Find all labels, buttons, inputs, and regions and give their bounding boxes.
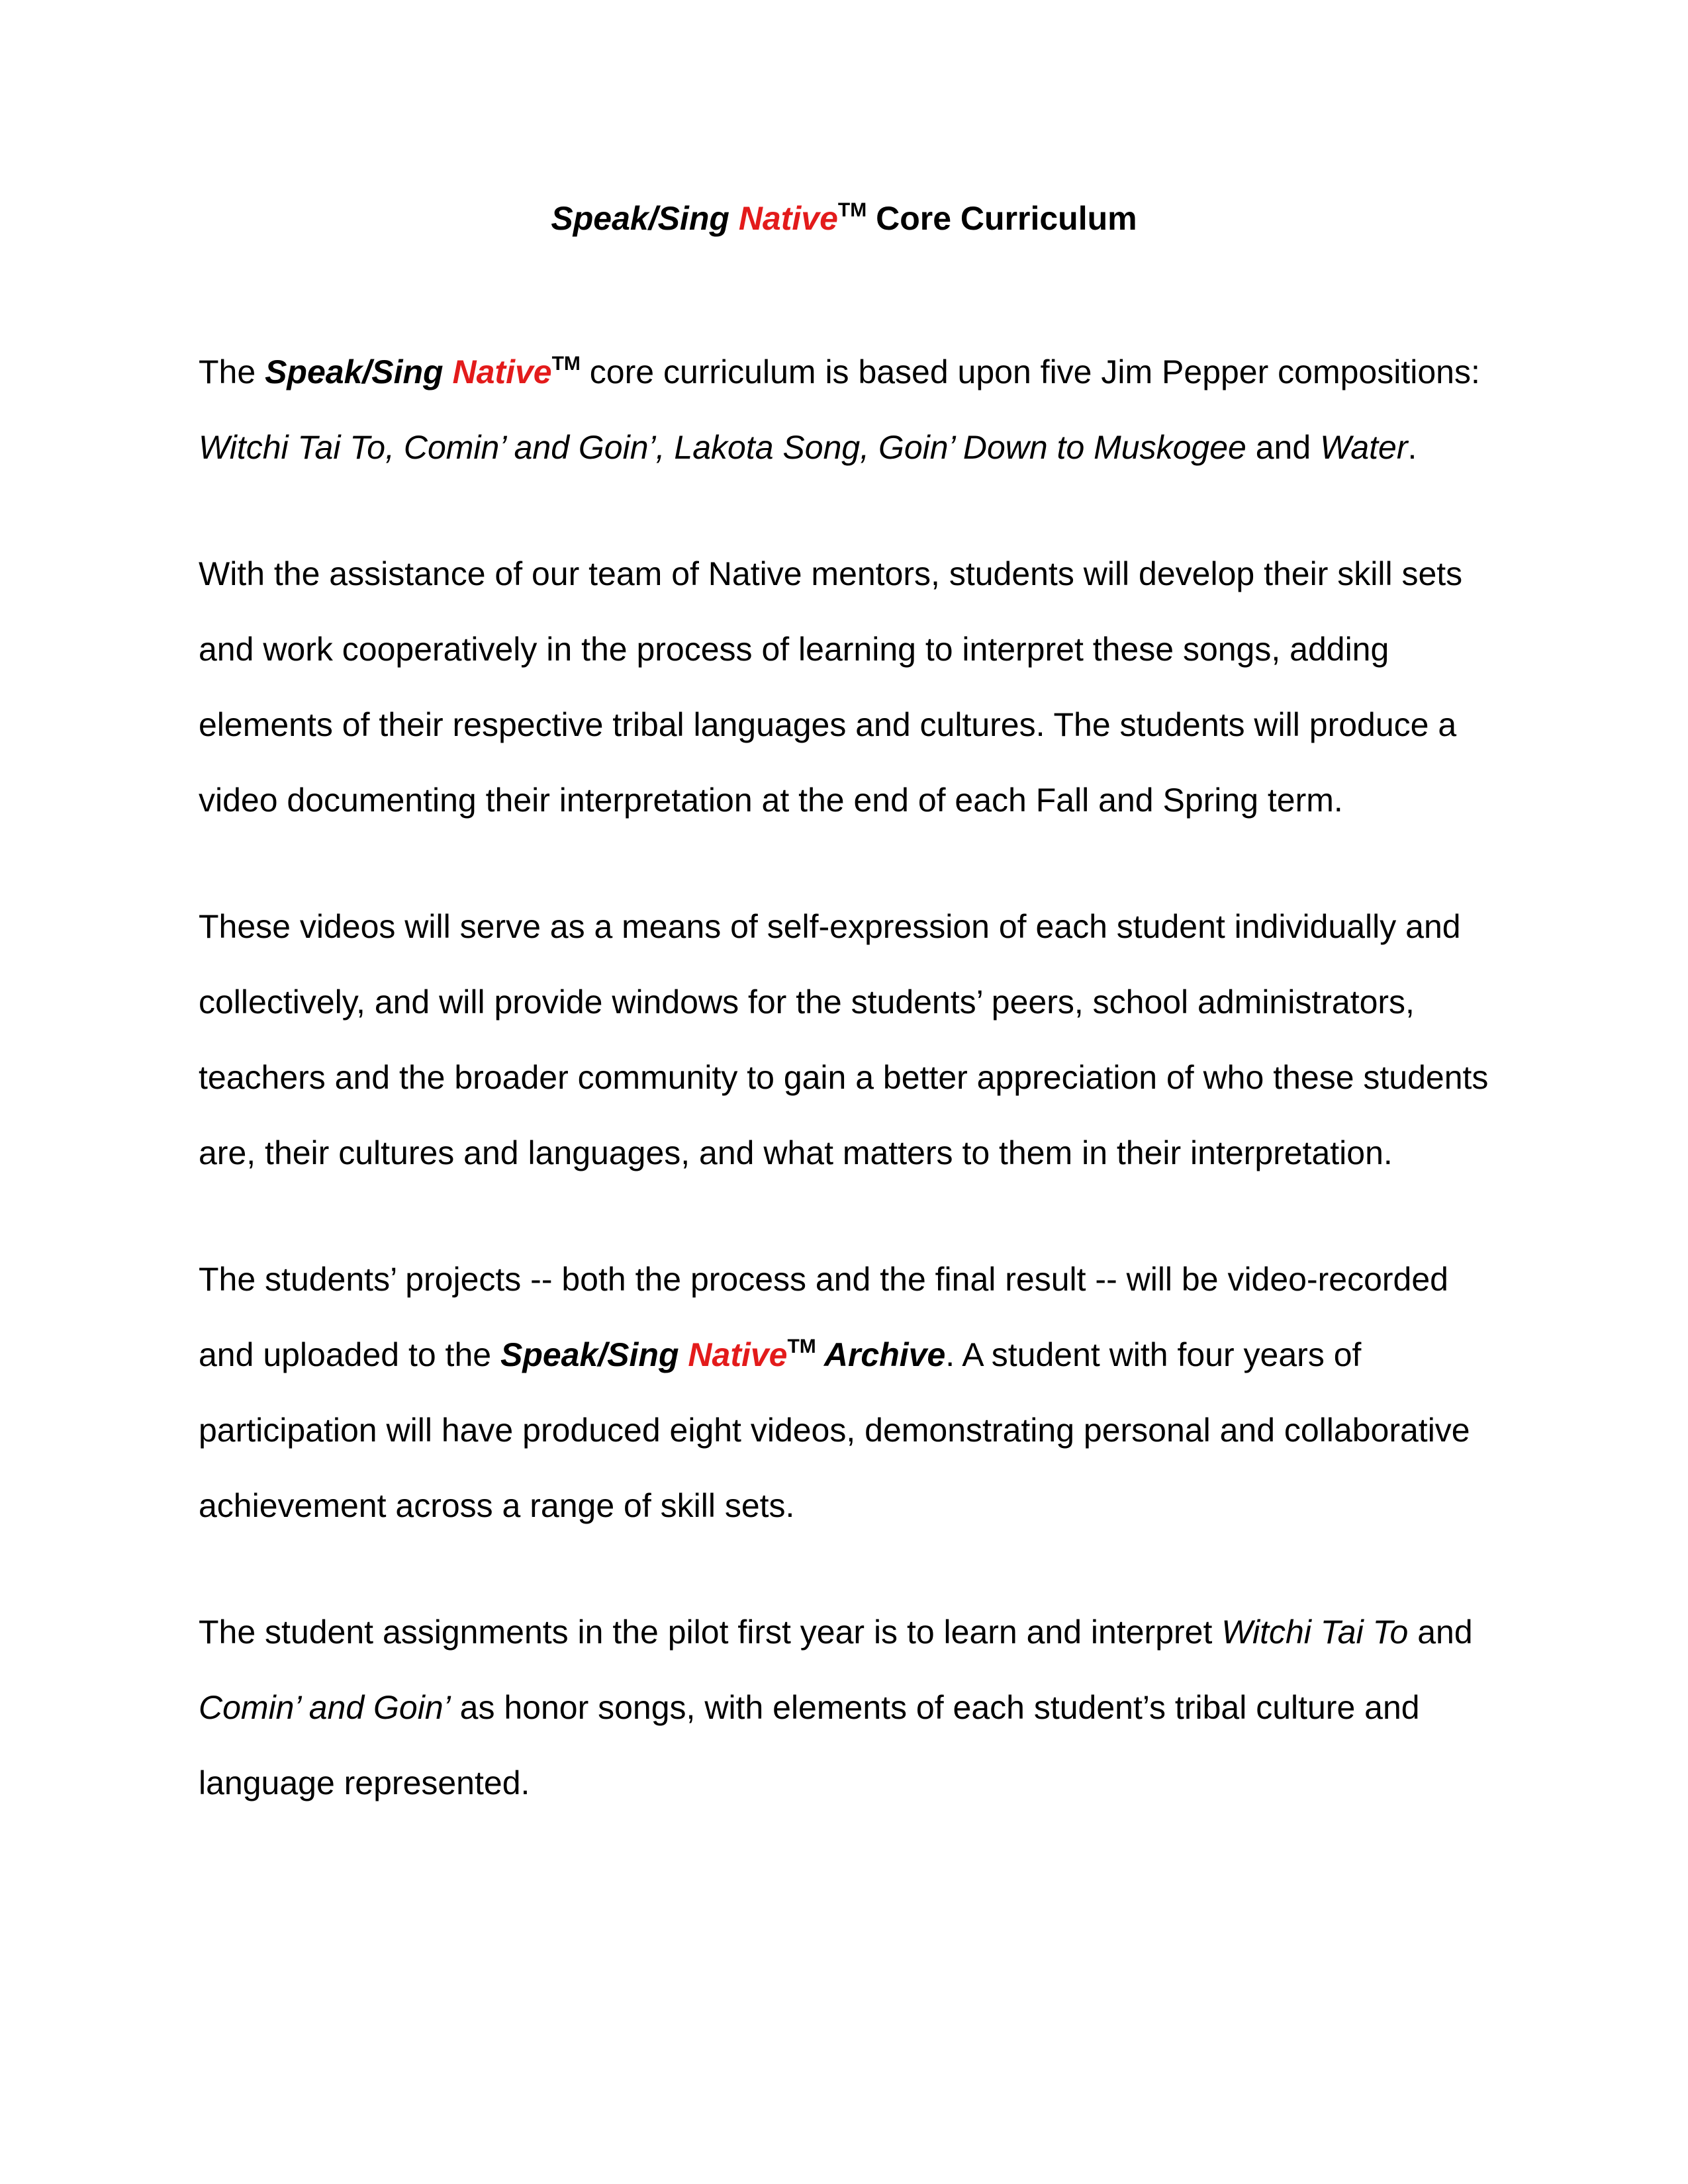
brand-name xyxy=(551,200,838,237)
paragraph-line: collectively, and will provide windows for the students’ peers, school administrators, xyxy=(199,983,1415,1021)
song-titles: Witchi Tai To, Comin’ and Goin’, Lakota Song, Goin’ Down to Muskogee xyxy=(199,429,1246,466)
paragraph-mentors xyxy=(199,536,1496,838)
brand-text: Speak/Sing xyxy=(265,353,453,390)
brand-name xyxy=(500,1336,788,1373)
paragraph-line xyxy=(199,410,1496,485)
paragraph-line xyxy=(199,1670,1496,1745)
brand-native-text: Native xyxy=(688,1336,788,1373)
paragraph-line: achievement across a range of skill sets. xyxy=(199,1487,795,1524)
text-run: The xyxy=(199,353,265,390)
paragraph-archive xyxy=(199,1242,1496,1543)
text-run: and xyxy=(1408,1614,1473,1651)
paragraph-line xyxy=(199,1317,1496,1392)
song-title-water: Water xyxy=(1320,429,1408,466)
brand-native-text: Native xyxy=(452,353,552,390)
brand-name xyxy=(265,353,552,390)
trademark-mark: TM xyxy=(837,199,867,221)
text-run: . xyxy=(1407,429,1417,466)
text-run: as honor songs, with elements of each student’s tribal culture and xyxy=(450,1689,1420,1726)
paragraph-line: These videos will serve as a means of self-expression of each student individually and xyxy=(199,908,1461,945)
paragraph-line: are, their cultures and languages, and what matters to them in their interpretation. xyxy=(199,1134,1393,1171)
song-title: Witchi Tai To xyxy=(1221,1614,1409,1651)
paragraph-line: participation will have produced eight videos, demonstrating personal and collaborative xyxy=(199,1412,1470,1449)
trademark-mark: TM xyxy=(787,1336,816,1357)
paragraph-line: video documenting their interpretation at the end of each Fall and Spring term. xyxy=(199,782,1343,819)
paragraph-line: With the assistance of our team of Native mentors, students will develop their skill sets xyxy=(199,555,1463,592)
title-rest: Core Curriculum xyxy=(867,200,1137,237)
brand-native-text: Native xyxy=(738,200,838,237)
paragraph-line: language represented. xyxy=(199,1764,530,1801)
paragraph-videos xyxy=(199,889,1496,1191)
text-run: and xyxy=(1246,429,1321,466)
text-run: . A student with four years of xyxy=(945,1336,1362,1373)
paragraph-line: The students’ projects -- both the process and the final result -- will be video-recorded xyxy=(199,1261,1448,1298)
paragraph-intro xyxy=(199,334,1496,485)
archive-label: Archive xyxy=(816,1336,946,1373)
brand-text: Speak/Sing xyxy=(551,200,739,237)
trademark-mark: TM xyxy=(551,353,581,375)
paragraph-line xyxy=(199,1594,1496,1670)
text-run: The student assignments in the pilot first year is to learn and interpret xyxy=(199,1614,1222,1651)
page-title xyxy=(0,193,1688,249)
text-run: core curriculum is based upon five Jim Pepper compositions: xyxy=(580,353,1480,390)
song-title: Comin’ and Goin’ xyxy=(199,1689,451,1726)
paragraph-line: teachers and the broader community to gain a better appreciation of who these students xyxy=(199,1059,1489,1096)
text-run: and uploaded to the xyxy=(199,1336,500,1373)
paragraph-assignments xyxy=(199,1594,1496,1821)
brand-text: Speak/Sing xyxy=(500,1336,688,1373)
paragraph-line: and work cooperatively in the process of learning to interpret these songs, adding xyxy=(199,631,1389,668)
paragraph-line xyxy=(199,334,1496,410)
paragraph-line: elements of their respective tribal languages and cultures. The students will produce a xyxy=(199,706,1457,743)
